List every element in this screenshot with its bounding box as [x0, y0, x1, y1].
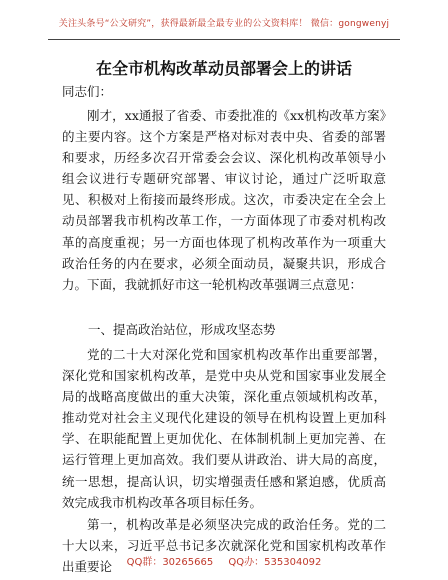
header-divider: [48, 39, 400, 40]
salutation: 同志们：: [62, 84, 113, 99]
footer-contact: [0, 553, 448, 568]
paragraph-section-1: 党的二十大对深化党和国家机构改革作出重要部署，深化党和国家机构改革，是党中央从党和国家事业发展全局的战略高度做出的重大决策，深化重点领域机构改革，推动党对社会主义现代化建设的领导在机构设置上更加科学、在职能配置上更加优化、在体制机制上更加完善、在运行管理上更加高效。我们要从讲政治、讲大局的高度，统一思想，提高认识，切实增强责任感和紧迫感，优质高效完成我市机构改革各项目标任务。: [62, 347, 386, 510]
header-notice: 关注头条号“公文研究”，获得最新最全最专业的公文资料库！ 微信：gongwenyj: [58, 19, 390, 29]
footer-qq-contact: QQ办：535304092: [228, 557, 322, 568]
paragraph-intro: 刚才，xx通报了省委、市委批准的《xx机构改革方案》的主要内容。这个方案是严格对标对表中央、省委的部署和要求，历经多次召开常委会会议、深化机构改革领导小组会议进行专题研究部署、审议讨论，通过广泛听取意见、积极对上衔接而最终形成。这次，市委决定在全会上动员部署我市机构改革工作，一方面体现了市委对机构改革的高度重视；另一方面也体现了机构改革作为一项重大政治任务的内在要求，必须全面动员，凝聚共识，形成合力。下面，我就抓好市这一轮机构改革强调三点意见：: [62, 108, 386, 292]
footer-qq-group: QQ群：30265665: [126, 557, 214, 568]
paragraph-first-point: 第一，机构改革是必须坚决完成的政治任务。党的二十大以来，习近平总书记多次就深化党和国家机构改革作出重要论: [62, 517, 386, 575]
section-heading-1: 一、提高政治站位，形成攻坚态势: [88, 322, 276, 337]
document-title: 在全市机构改革动员部署会上的讲话: [95, 59, 352, 78]
